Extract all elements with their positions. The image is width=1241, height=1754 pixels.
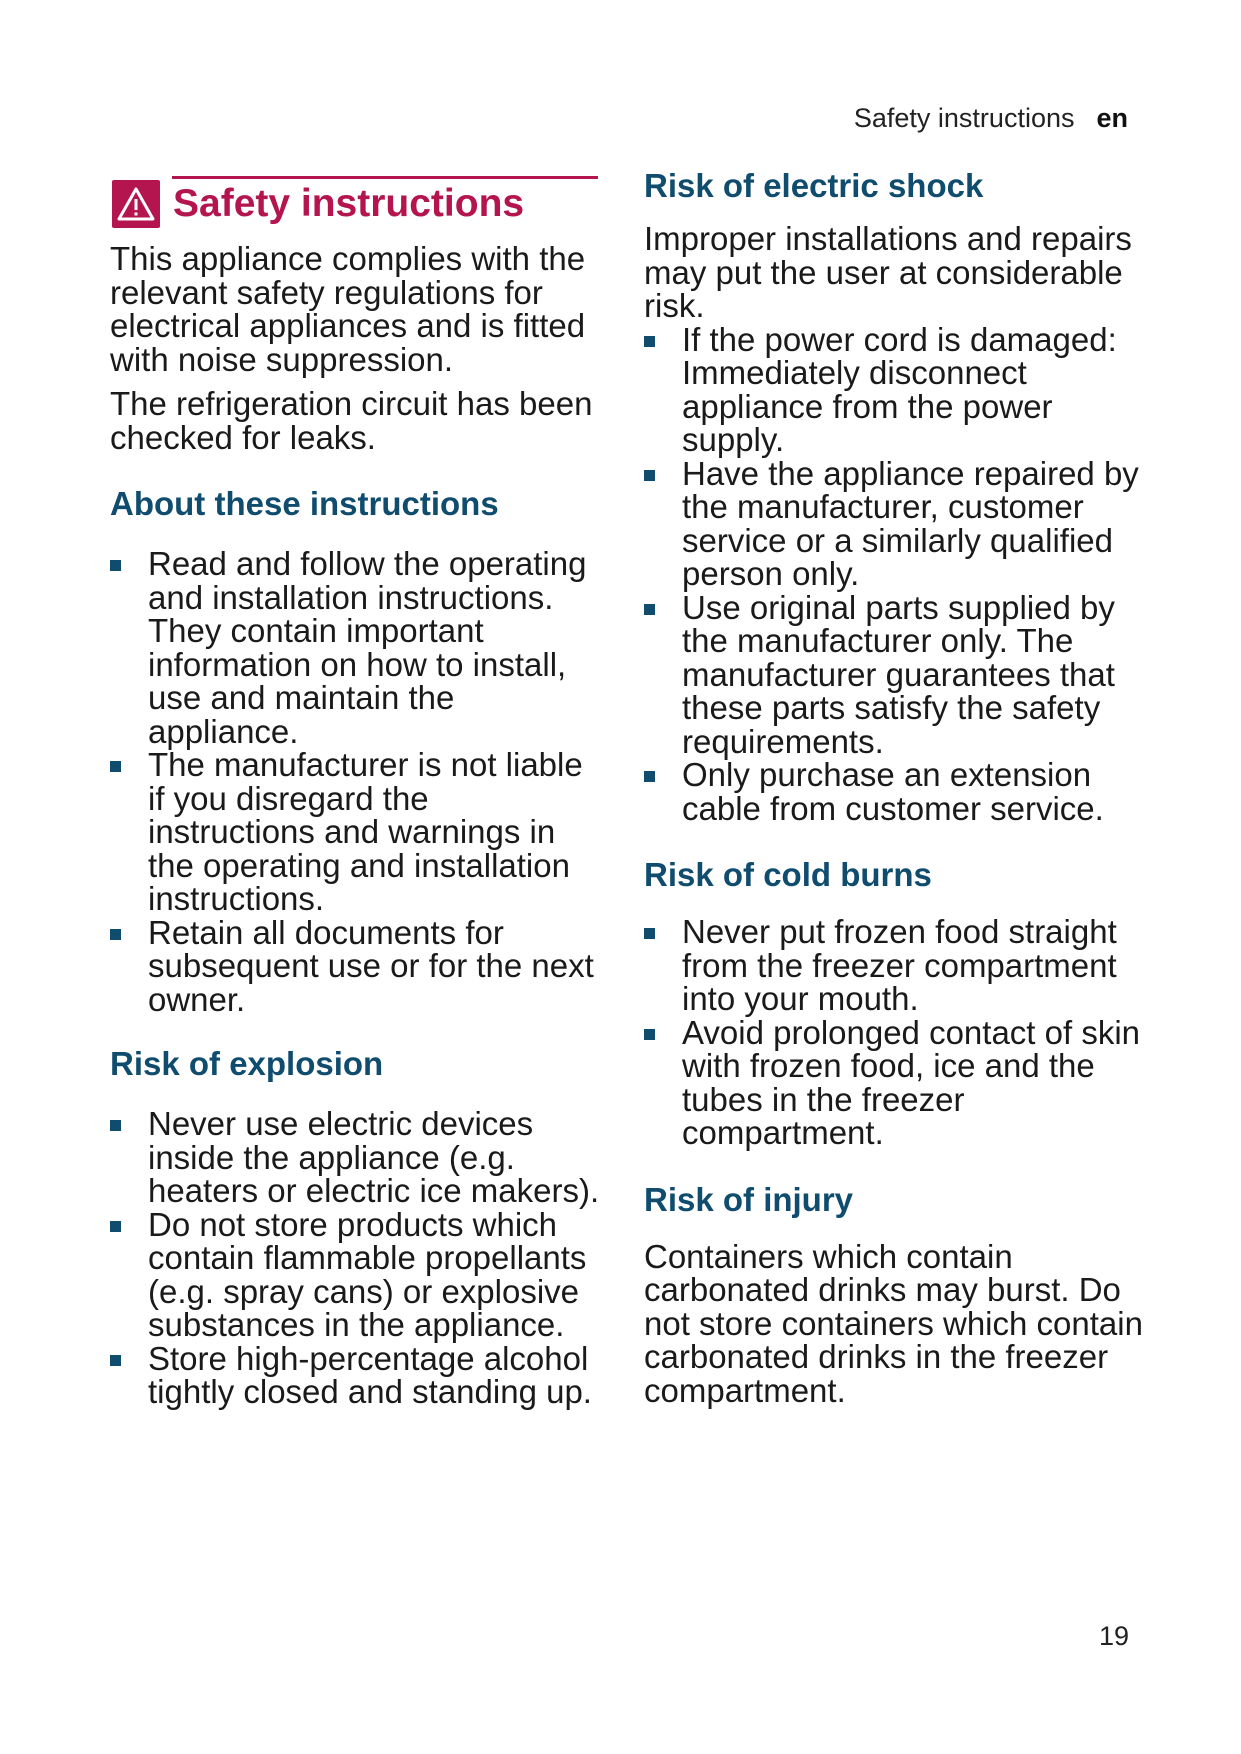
square-bullet-icon: [644, 604, 655, 615]
list-item: The manufacturer is not liable if you disregard the instructions and warnings in the operating and installation instructions.: [110, 748, 600, 916]
page-title: Safety instructions: [173, 182, 525, 225]
injury-text: Containers which contain carbonated drinks may burst. Do not store containers which contain carbonated drinks in the freezer compartment.: [644, 1237, 1143, 1409]
square-bullet-icon: [644, 1029, 655, 1040]
electric-shock-intro: Improper installations and repairs may put the user at considerable risk.: [644, 220, 1132, 324]
language-code: en: [1096, 103, 1128, 133]
right-column: [644, 166, 1144, 1407]
left-column: [110, 170, 600, 1409]
square-bullet-icon: [110, 1355, 121, 1366]
list-item: Have the appliance repaired by the manufacturer, customer service or a similarly qualified person only.: [644, 457, 1144, 591]
list-item: Store high-percentage alcohol tightly closed and standing up.: [110, 1342, 600, 1409]
page-number: 19: [1098, 1621, 1129, 1651]
running-header-section: Safety instructions: [853, 103, 1075, 133]
square-bullet-icon: [644, 470, 655, 481]
section-heading-explosion: Risk of explosion: [110, 1045, 384, 1082]
running-header: [854, 103, 1128, 134]
warning-triangle-icon: [112, 180, 160, 228]
list-item: Use original parts supplied by the manufacturer only. The manufacturer guarantees that these parts satisfy the safety requirements.: [644, 591, 1144, 759]
list-item: Read and follow the operating and installation instructions. They contain important information on how to install, use and maintain the appliance.: [110, 547, 600, 748]
about-list: [110, 547, 600, 1016]
cold-burns-list: [644, 915, 1144, 1150]
square-bullet-icon: [110, 560, 121, 571]
square-bullet-icon: [644, 928, 655, 939]
intro-paragraph: The refrigeration circuit has been checked for leaks.: [110, 385, 593, 456]
list-item: Retain all documents for subsequent use or for the next owner.: [110, 916, 600, 1017]
section-heading-injury: Risk of injury: [644, 1180, 854, 1218]
main-title-block: [110, 170, 600, 228]
square-bullet-icon: [110, 929, 121, 940]
list-item: If the power cord is damaged: Immediately disconnect appliance from the power supply.: [644, 323, 1144, 457]
list-item: Avoid prolonged contact of skin with frozen food, ice and the tubes in the freezer compartment.: [644, 1016, 1144, 1150]
section-heading-electric-shock: Risk of electric shock: [644, 167, 984, 204]
electric-shock-list: [644, 320, 1144, 827]
section-heading-about: About these instructions: [110, 485, 499, 522]
explosion-list: [110, 1107, 600, 1409]
list-item: Only purchase an extension cable from customer service.: [644, 758, 1144, 825]
list-item: Never use electric devices inside the appliance (e.g. heaters or electric ice makers).: [110, 1107, 600, 1208]
square-bullet-icon: [644, 336, 655, 347]
square-bullet-icon: [644, 771, 655, 782]
section-heading-cold-burns: Risk of cold burns: [644, 856, 932, 893]
square-bullet-icon: [110, 1221, 121, 1232]
title-rule: [172, 176, 598, 179]
list-item: Never put frozen food straight from the freezer compartment into your mouth.: [644, 915, 1144, 1016]
intro-paragraph: This appliance complies with the relevant safety regulations for electrical appliances and is fitted with noise suppression.: [110, 240, 586, 378]
square-bullet-icon: [110, 761, 121, 772]
list-item: Do not store products which contain flammable propellants (e.g. spray cans) or explosive substances in the appliance.: [110, 1208, 600, 1342]
square-bullet-icon: [110, 1120, 121, 1131]
